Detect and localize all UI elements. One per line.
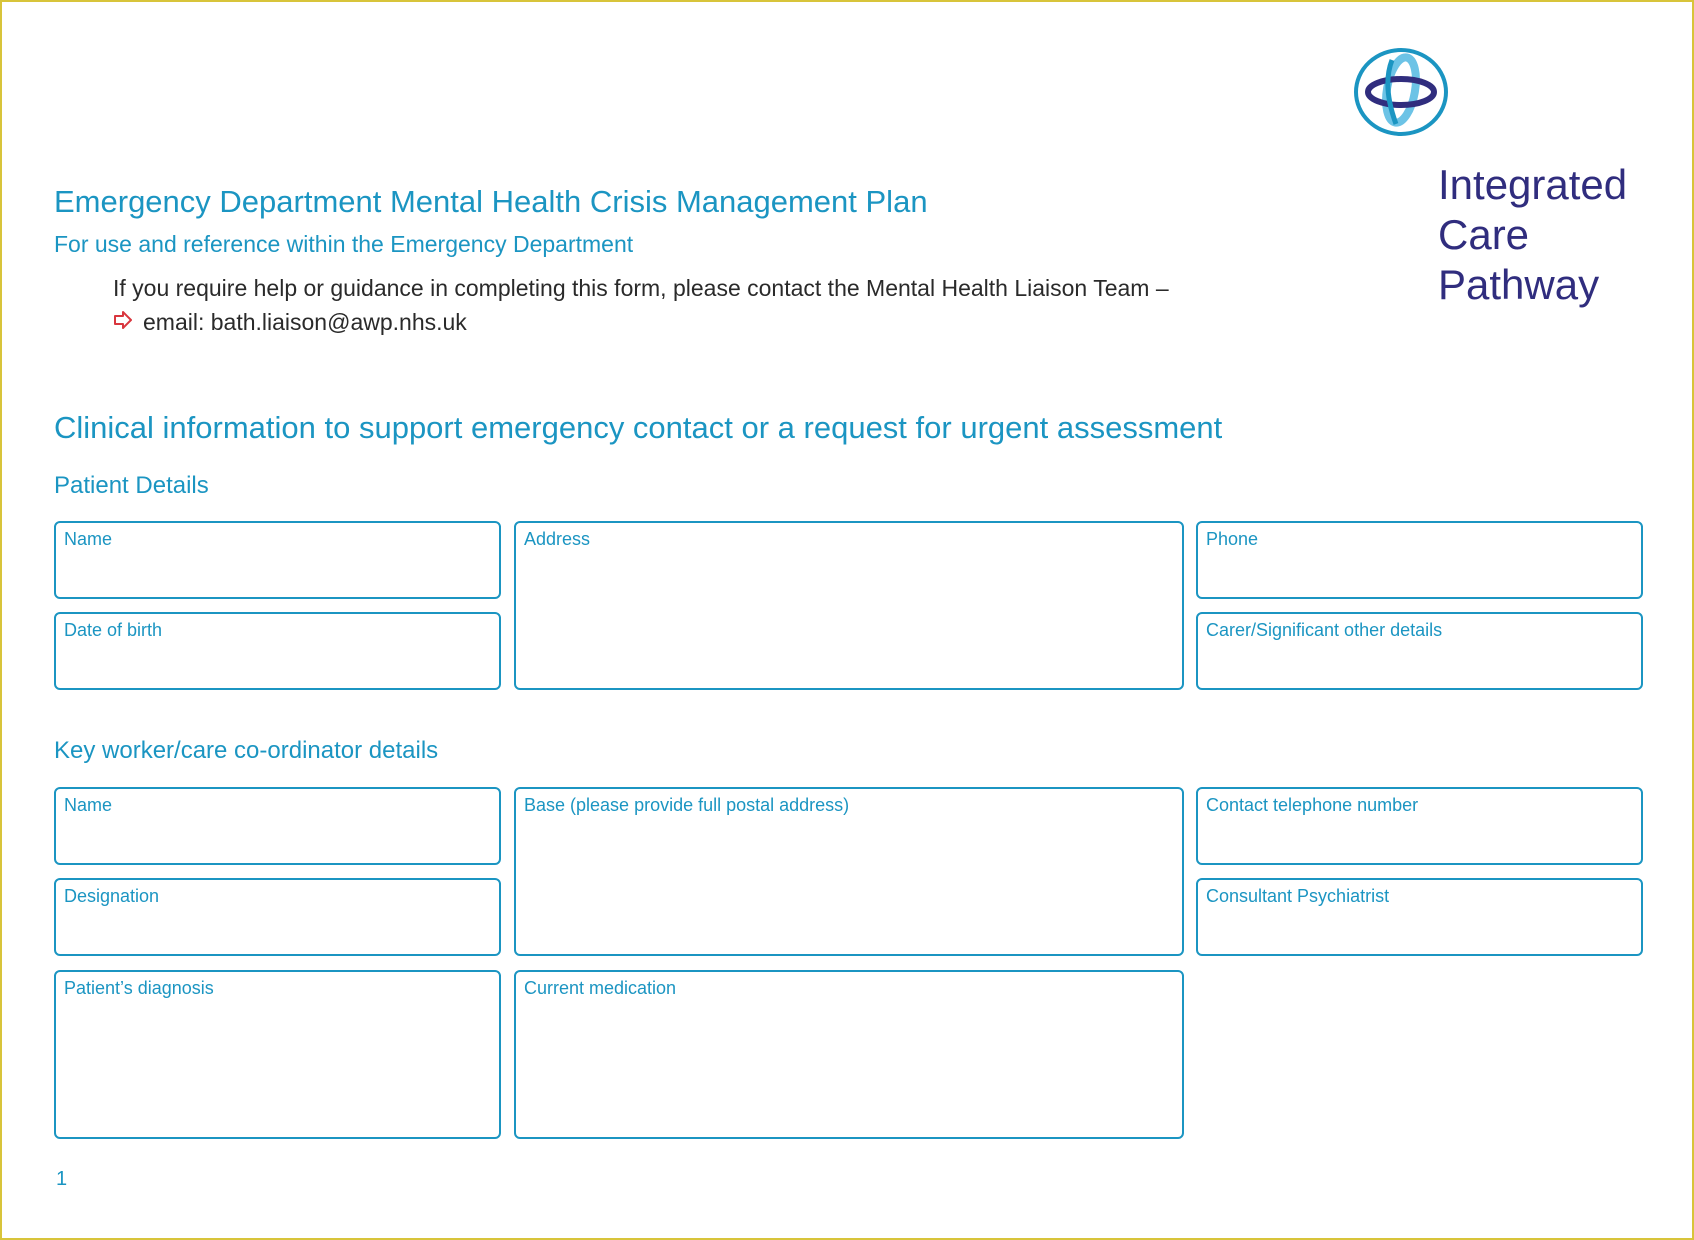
- field-label: Date of birth: [64, 620, 163, 640]
- field-label: Carer/Significant other details: [1206, 620, 1443, 640]
- current-medication-field[interactable]: [514, 970, 1184, 1139]
- field-label: Patient’s diagnosis: [64, 978, 214, 998]
- brand-line-3: Pathway: [1438, 261, 1600, 308]
- field-label: Base (please provide full postal address): [524, 795, 850, 815]
- key-worker-base-field[interactable]: [514, 787, 1184, 956]
- page-subtitle: For use and reference within the Emergency Department: [54, 231, 634, 257]
- field-label: Consultant Psychiatrist: [1206, 886, 1390, 906]
- field-label: Contact telephone number: [1206, 795, 1419, 815]
- field-label: Address: [524, 529, 591, 549]
- arrow-right-icon: [113, 309, 143, 336]
- key-worker-heading: Key worker/care co-ordinator details: [54, 737, 439, 764]
- patient-diagnosis-field[interactable]: [54, 970, 501, 1139]
- page-title: Emergency Department Mental Health Crisis Management Plan: [54, 184, 928, 219]
- field-label: Name: [64, 529, 113, 549]
- key-worker-name-field[interactable]: [54, 787, 501, 865]
- brand-line-2: Care: [1438, 211, 1530, 258]
- field-label: Name: [64, 795, 113, 815]
- patient-address-field[interactable]: [514, 521, 1184, 690]
- patient-phone-field[interactable]: [1196, 521, 1643, 599]
- brand-name: [1438, 160, 1627, 310]
- email-link[interactable]: email: bath.liaison@awp.nhs.uk: [143, 309, 467, 335]
- field-label: Current medication: [524, 978, 677, 998]
- patient-details-heading: Patient Details: [54, 472, 209, 499]
- consultant-psychiatrist-field[interactable]: [1196, 878, 1643, 956]
- section-title: Clinical information to support emergency contact or a request for urgent assessment: [54, 410, 1223, 445]
- help-text: If you require help or guidance in completing this form, please contact the Mental Health Liaison Team –: [113, 275, 1169, 301]
- contact-telephone-field[interactable]: [1196, 787, 1643, 865]
- carer-details-field[interactable]: [1196, 612, 1643, 690]
- ellipse-logo-icon: [1352, 46, 1450, 143]
- designation-field[interactable]: [54, 878, 501, 956]
- email-row: [113, 309, 467, 336]
- field-label: Designation: [64, 886, 160, 906]
- page-number: 1: [56, 1168, 68, 1190]
- patient-name-field[interactable]: [54, 521, 501, 599]
- brand-line-1: Integrated: [1438, 161, 1628, 208]
- patient-dob-field[interactable]: [54, 612, 501, 690]
- field-label: Phone: [1206, 529, 1259, 549]
